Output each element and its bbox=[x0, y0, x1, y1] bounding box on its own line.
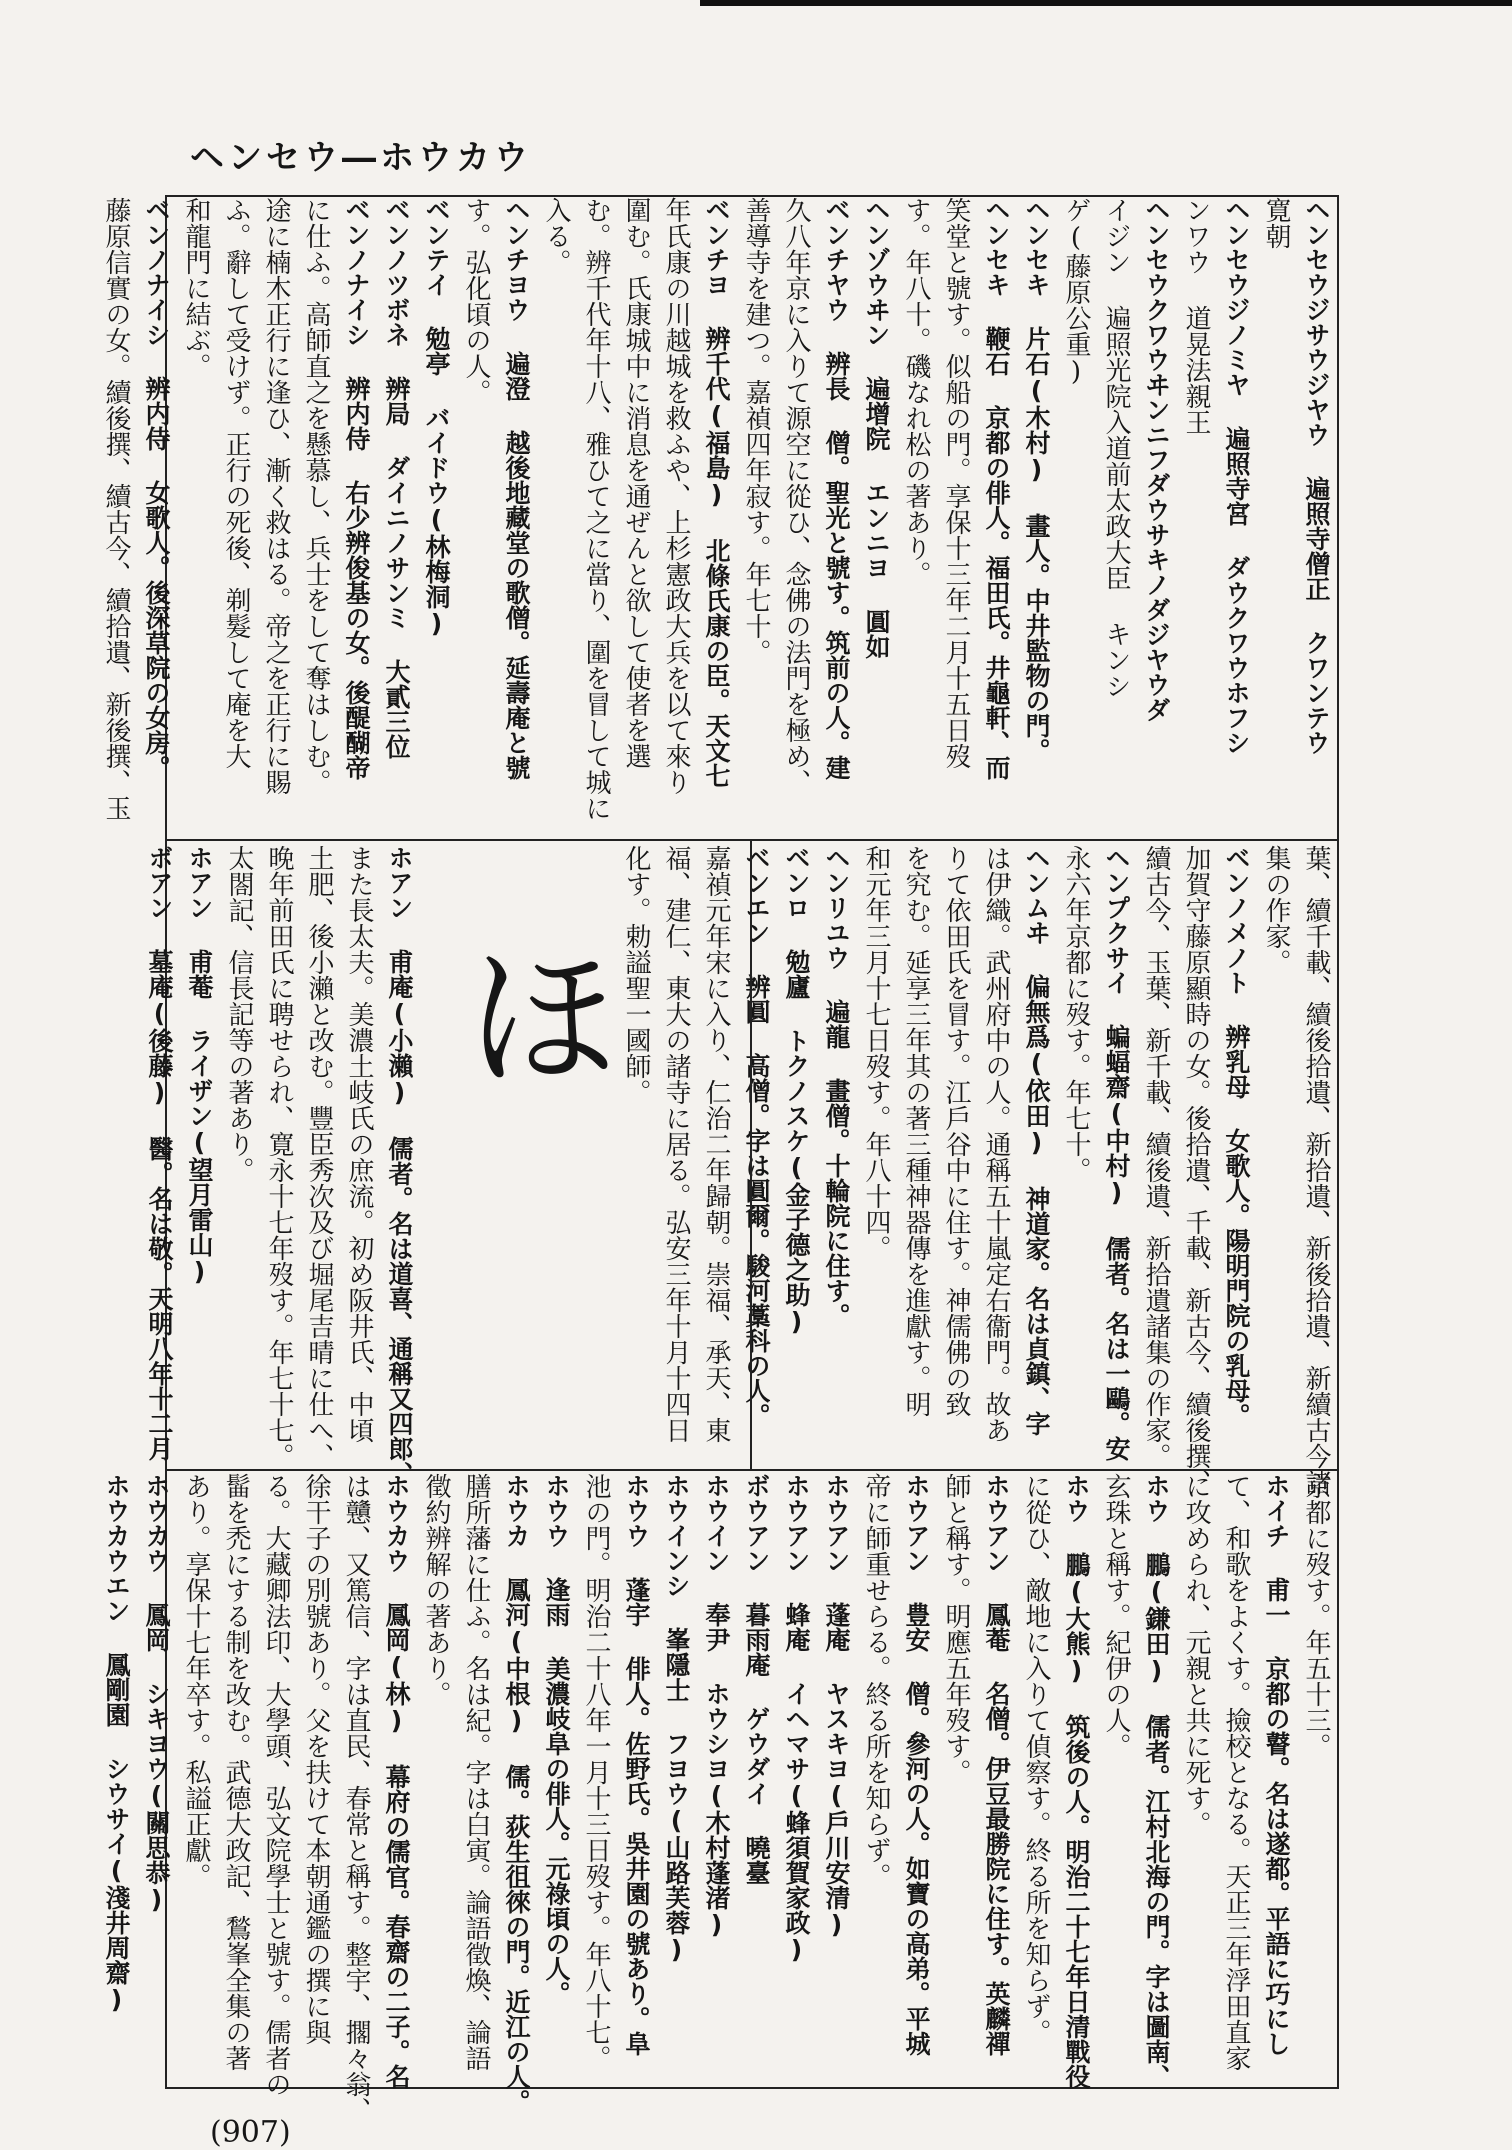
text-column: りて依田氏を冒す。江戶谷中に住す。神儒佛の致 bbox=[941, 845, 971, 1417]
text-column: 膳所藩に仕ふ。名は紀。字は白寅。論語徵煥、論語 bbox=[461, 1473, 491, 2071]
text-column: 葉、續千載、續後拾遺、新拾遺、新後拾遺、新續古今諸 bbox=[1301, 845, 1331, 1495]
text-column: む。辨千代年十八、雅ひて之に當り、圍を冒して城に bbox=[581, 197, 611, 821]
text-column: ヘンチヨウ 遍澄 越後地藏堂の歌僧。延壽庵と號 bbox=[502, 197, 531, 780]
text-column: ヘンリユウ 遍龍 畫僧。十輪院に住す。 bbox=[822, 845, 851, 1328]
text-column: ボウアン 暮雨庵 ゲウダイ 曉臺 bbox=[742, 1473, 771, 1885]
text-column: 笑堂と號す。似船の門。享保十三年二月十五日歿 bbox=[941, 197, 971, 769]
text-column: 寛朝 bbox=[1261, 197, 1291, 249]
text-column: ベンロ 勉廬 トクノスケ(金子德之助) bbox=[782, 845, 811, 1336]
text-column: 集の作家。 bbox=[1261, 845, 1291, 975]
text-column: ゲ(藤原公重) bbox=[1061, 197, 1091, 387]
text-column: ベンチヨ 辨千代(福島) 北條氏康の臣。天文七 bbox=[702, 197, 731, 788]
top-columns bbox=[99, 197, 1337, 837]
text-column: す。年八十。磯なれ松の著あり。 bbox=[901, 197, 931, 587]
text-column: 途に楠木正行に逢ひ、漸く救はる。帝之を正行に賜 bbox=[261, 197, 291, 795]
top-rule bbox=[700, 0, 1512, 6]
text-column: 玄珠と稱す。紀伊の人。 bbox=[1101, 1473, 1131, 1759]
text-column: 太閤記、信長記等の著あり。 bbox=[224, 845, 254, 1183]
text-column: す。弘化頃の人。 bbox=[461, 197, 491, 405]
text-column: に從ひ、敵地に入りて偵察す。終る所を知らず。 bbox=[1021, 1473, 1051, 2045]
text-column: は戇、又篤信、字は直民、春常と稱す。整宇、擱々翁、 bbox=[341, 1473, 371, 2123]
text-column: ホウカ 鳳河(中根) 儒。荻生徂徠の門。近江の人。 bbox=[502, 1473, 531, 2114]
text-column: ベンテイ 勉亭 バイドウ(林梅洞) bbox=[422, 197, 451, 638]
text-column: に仕ふ。高師直之を懸慕し、兵士をして奪はしむ。 bbox=[301, 197, 331, 795]
text-column: 帝に師重せらる。終る所を知らず。 bbox=[861, 1473, 891, 1889]
text-column: ンワウ 道晃法親王 bbox=[1181, 197, 1211, 435]
section-label: ほ bbox=[467, 933, 618, 1107]
text-column: 藤原信實の女。續後撰、續古今、續拾遺、新後撰、玉 bbox=[101, 197, 131, 821]
top-entries-block bbox=[101, 197, 1337, 837]
text-column: 化す。勅謚聖一國師。 bbox=[621, 845, 651, 1105]
text-column: ホウ 鵬(大熊) 筑後の人。明治二十七年日清戰役 bbox=[1062, 1473, 1091, 2089]
text-column: ヘンセキ 鞭石 京都の俳人。福田氏。井龜軒、而 bbox=[982, 197, 1011, 780]
text-column: 嘉禎元年宋に入り、仁治二年歸朝。崇福、承天、東 bbox=[701, 845, 731, 1443]
text-column: る。大藏卿法印、大學頭、弘文院學士と號す。儒者の bbox=[261, 1473, 291, 2097]
text-column: ふ。辭して受けず。正行の死後、剃髮して庵を大 bbox=[221, 197, 251, 769]
text-column: ホウインシ 峯隱士 フヨウ(山路芙蓉) bbox=[662, 1473, 691, 1964]
text-column: ヘンムヰ 偏無爲(依田) 神道家。名は貞鎮、字 bbox=[1022, 845, 1051, 1436]
text-column: ヘンプクサイ 蝙蝠齋(中村) 儒者。名は一鷗。安 bbox=[1102, 845, 1131, 1461]
text-column: 髷を禿にする制を改む。武德大政記、鶖峯全集の著 bbox=[221, 1473, 251, 2071]
text-column: あり。享保十七年卒す。私謚正獻。 bbox=[181, 1473, 211, 1889]
text-column: ホウアン 鳳菴 名僧。伊豆最勝院に住す。英麟禪 bbox=[982, 1473, 1011, 2056]
text-column: 久八年京に入りて源空に從ひ、念佛の法門を極め、 bbox=[781, 197, 811, 795]
page-number: (907) bbox=[210, 2115, 291, 2150]
middle-left-columns bbox=[142, 845, 420, 1486]
text-column: 年氏康の川越城を救ふや、上杉憲政大兵を以て來り bbox=[661, 197, 691, 795]
text-column: ホイチ 甫一 京都の瞽。名は遂都。平語に巧にし bbox=[1262, 1473, 1291, 2056]
text-column: は伊織。武州府中の人。通稱五十嵐定右衞門。故あ bbox=[981, 845, 1011, 1443]
text-column: 師と稱す。明應五年歿す。 bbox=[941, 1473, 971, 1785]
text-column: イジン 遍照光院入道前太政大臣 キンシ bbox=[1101, 197, 1131, 699]
text-column: ホアン 甫庵(小瀨) 儒者。名は道喜、通稱又四郎、 bbox=[385, 845, 414, 1486]
text-column: ベンチヤウ 辨長 僧。聖光と號す。筑前の人。建 bbox=[822, 197, 851, 780]
text-column: て、和歌をよくす。撿校となる。天正三年浮田直家 bbox=[1221, 1473, 1251, 2071]
running-header: ヘンセウ―ホウカウ bbox=[190, 138, 532, 178]
text-column: ホウカウエン 鳳剛園 シウサイ(淺井周齋) bbox=[102, 1473, 131, 2014]
text-column: を究む。延享三年其の著三種神器傳を進獻す。明 bbox=[901, 845, 931, 1417]
text-column: ホウカウ 鳳岡(林) 幕府の儒官。春齋の二子。名 bbox=[382, 1473, 411, 2089]
text-column: ヘンゾウヰン 遍增院 エンニヨ 圓如 bbox=[862, 197, 891, 659]
text-column: 和元年三月十七日歿す。年八十四。 bbox=[861, 845, 891, 1261]
text-column: ヘンセウクワウヰンニフダウサキノダジヤウダ bbox=[1142, 197, 1171, 722]
divider-top bbox=[167, 839, 1337, 841]
text-column: ホウアン 蓬庵 ヤスキヨ(戶川安清) bbox=[822, 1473, 851, 1939]
text-column: ホウウ 蓬宇 俳人。佐野氏。吳井園の號あり。阜 bbox=[622, 1473, 651, 2056]
middle-right-entries-block bbox=[621, 845, 1337, 1495]
text-column: ヘンセキ 片石(木村) 畫人。中井監物の門。 bbox=[1022, 197, 1051, 763]
text-column: ベンノメノト 辨乳母 女歌人。陽明門院の乳母。 bbox=[1222, 845, 1251, 1428]
text-column: ボアン 墓庵(後藤) 醫。名は敬。天明八年十二月 bbox=[145, 845, 174, 1461]
text-column: 永六年京都に歿す。年七十。 bbox=[1061, 845, 1091, 1183]
page-frame bbox=[101, 195, 1339, 2123]
text-column: また長太夫。美濃土岐氏の庶流。初め阪井氏、中頃 bbox=[344, 845, 374, 1443]
bottom-entries-block bbox=[102, 1473, 1337, 2123]
text-column: 善導寺を建つ。嘉禎四年寂す。年七十。 bbox=[741, 197, 771, 665]
text-column: 圍む。氏康城中に消息を通ぜんと欲して使者を選 bbox=[621, 197, 651, 769]
text-column: 土肥、後小瀨と改む。豐臣秀次及び堀尾吉晴に仕へ、 bbox=[304, 845, 334, 1469]
text-column: に攻められ、元親と共に死す。 bbox=[1181, 1473, 1211, 1837]
text-column: ホウ 鵬(鎌田) 儒者。江村北海の門。字は圖南、 bbox=[1142, 1473, 1171, 2089]
text-column: ヘンセウジノミヤ 遍照寺宮 ダウクワウホフシ bbox=[1222, 197, 1251, 755]
text-column: 京都に歿す。年五十三。 bbox=[1301, 1473, 1331, 1759]
middle-left-entries-block bbox=[145, 845, 750, 1486]
text-column: 福、建仁、東大の諸寺に居る。弘安三年十月十四日 bbox=[661, 845, 691, 1443]
text-column: 徵約辨解の著あり。 bbox=[421, 1473, 451, 1707]
text-column: ホウウ 逢雨 美濃岐阜の俳人。元祿頃の人。 bbox=[542, 1473, 571, 2006]
text-column: ベンノナイシ 辨内侍 右少辨俊基の女。後醍醐帝 bbox=[342, 197, 371, 780]
text-column: 池の門。明治二十八年一月十三日歿す。年八十七。 bbox=[581, 1473, 611, 2071]
text-column: 晚年前田氏に聘せられ、寛永十七年歿す。年七十七。 bbox=[264, 845, 294, 1469]
text-column: 加賀守藤原顯時の女。後拾遺、千載、新古今、續後撰、 bbox=[1181, 845, 1211, 1495]
text-column: 續古今、玉葉、新千載、續後遺、新拾遺諸集の作家。 bbox=[1141, 845, 1171, 1469]
divider-middle bbox=[750, 841, 752, 1469]
bottom-columns bbox=[99, 1473, 1337, 2123]
text-column: ベンエン 辨圓 高僧。字は圓爾。駿河藁科の人。 bbox=[742, 845, 771, 1428]
text-column: ヘンセウジサウジヤウ 遍照寺僧正 クワンテウ bbox=[1302, 197, 1331, 755]
divider-bottom bbox=[167, 1469, 1337, 1471]
text-column: ホウアン 蜂庵 イヘマサ(蜂須賀家政) bbox=[782, 1473, 811, 1964]
text-column: 入る。 bbox=[541, 197, 571, 275]
text-column: 徐干子の別號あり。父を扶けて本朝通鑑の撰に與 bbox=[301, 1473, 331, 2045]
text-column: ホウカウ 鳳岡 シキヨウ(關思恭) bbox=[142, 1473, 171, 1914]
text-column: 和龍門に結ぶ。 bbox=[181, 197, 211, 379]
text-column: ホウアン 豊安 僧。參河の人。如寶の高弟。平城 bbox=[902, 1473, 931, 2056]
text-column: ホアン 甫菴 ライザン(望月雷山) bbox=[185, 845, 214, 1286]
text-column: ベンノナイシ 辨内侍 女歌人。後深草院の女房。 bbox=[142, 197, 171, 780]
text-column: ホウイン 奉尹 ホウシヨ(木村蓬渚) bbox=[702, 1473, 731, 1939]
text-column: ベンノツボネ 辨局 ダイニノサンミ 大貳三位 bbox=[382, 197, 411, 759]
